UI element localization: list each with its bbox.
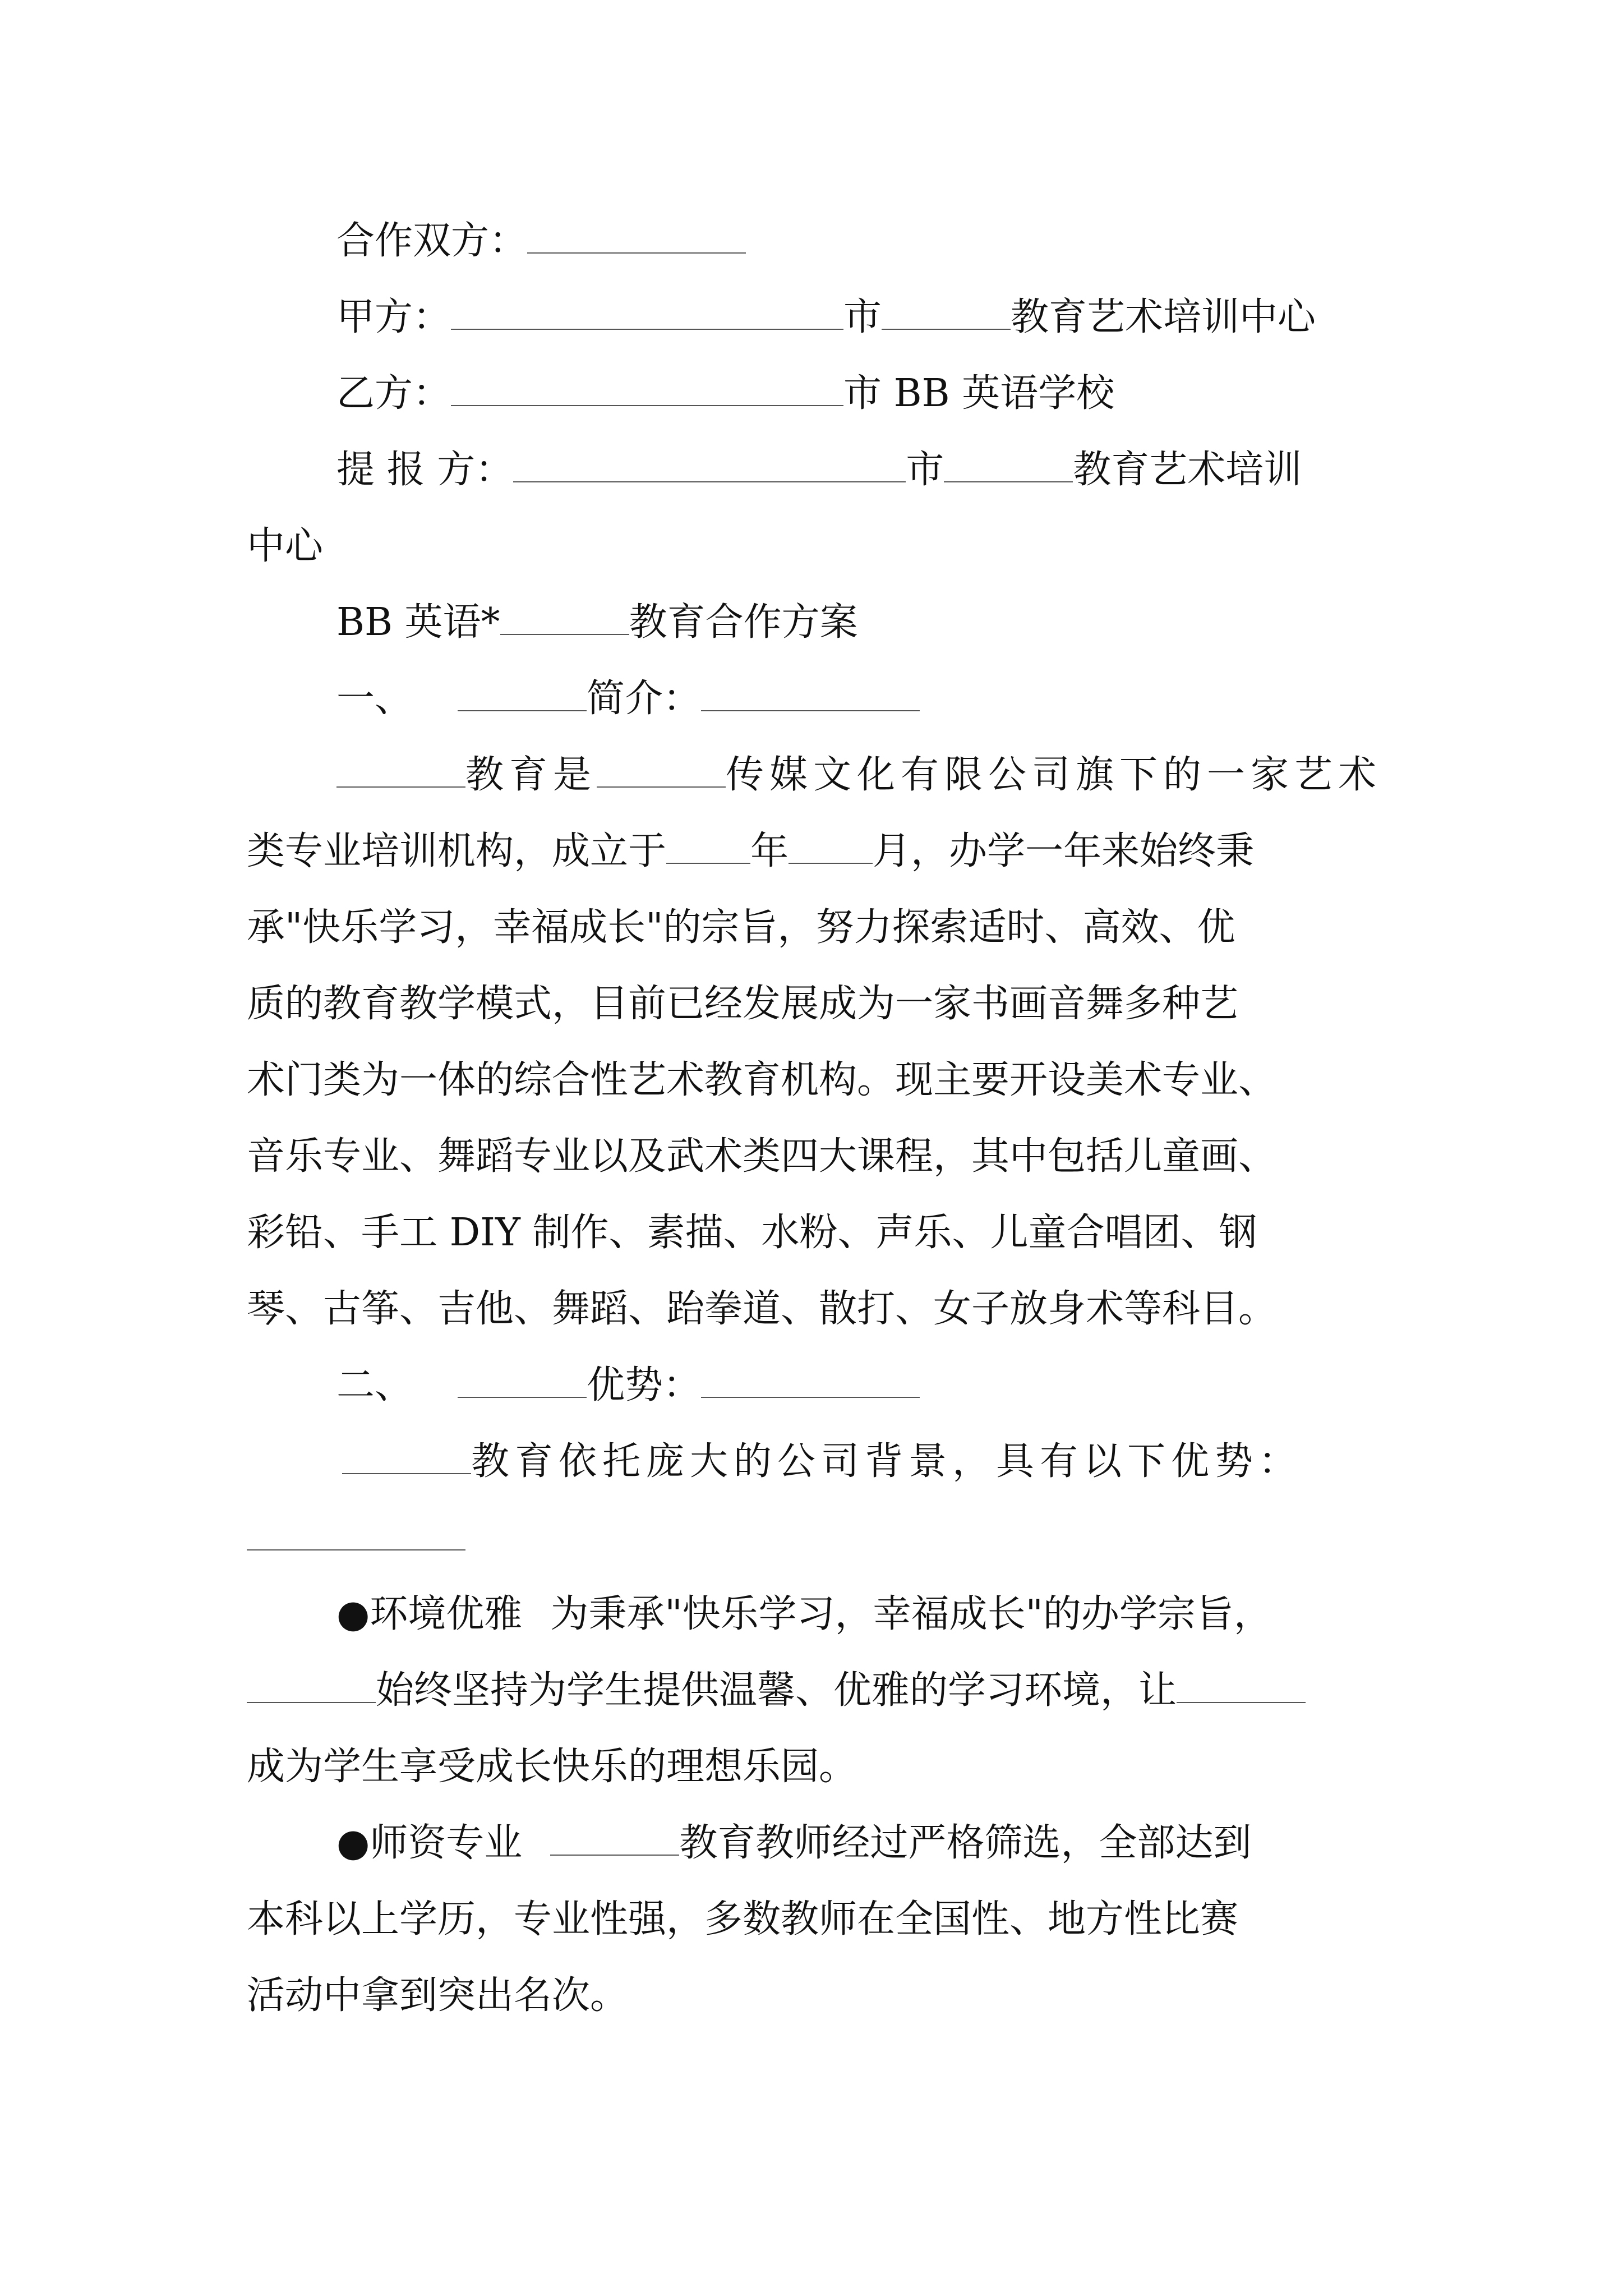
org-name-blank <box>336 753 465 788</box>
p1-b: 传媒文化有限公司旗下的一家艺术 <box>726 753 1382 797</box>
parties-line <box>336 213 1391 269</box>
reporter-blank <box>513 448 906 482</box>
section1-para-line-8: 琴、古筝、吉他、舞蹈、跆拳道、散打、女子放身术等科目。 <box>247 1287 1277 1331</box>
section2-intro-text: 教育依托庞大的公司背景，具有以下优势： <box>471 1439 1303 1484</box>
party-a-line <box>336 289 1391 346</box>
intro-org-blank <box>342 1439 471 1474</box>
section2-title: 优势： <box>587 1363 702 1407</box>
parties-label: 合作双方： <box>336 219 528 263</box>
reporter-city: 市 <box>906 448 944 492</box>
section2-intro-line-2 <box>247 1510 1391 1566</box>
reporter-line <box>336 442 1391 498</box>
section1-para-line-4: 质的教育教学模式，目前已经发展成为一家书画音舞多种艺 <box>247 982 1239 1026</box>
reporter-org-2: 中心 <box>247 524 324 568</box>
bullet-teachers-line-3: 活动中拿到突出名次。 <box>247 1973 629 2018</box>
title-blank <box>500 600 629 635</box>
party-a-org: 教育艺术培训中心 <box>1011 295 1316 339</box>
section2-num: 二、 <box>336 1363 413 1407</box>
party-b-blank <box>451 371 843 406</box>
section2-heading <box>336 1358 1391 1414</box>
title-suffix: 教育合作方案 <box>629 600 858 645</box>
document-title <box>336 595 1391 651</box>
section1-title: 简介： <box>587 677 702 721</box>
reporter-line-2 <box>247 518 1391 574</box>
party-a-blank <box>451 295 843 330</box>
reporter-city-blank <box>944 448 1073 482</box>
p1-line2-a: 类专业培训机构，成立于 <box>247 829 667 873</box>
section1-num: 一、 <box>336 677 413 721</box>
section1-para-line-1 <box>336 747 1391 803</box>
title-prefix: BB 英语* <box>336 600 500 645</box>
section1-para-line-5: 术门类为一体的综合性艺术教育机构。现主要开设美术专业、 <box>247 1058 1277 1102</box>
bullet1-blank-b <box>1177 1668 1306 1703</box>
section2-blank-b <box>701 1363 920 1398</box>
section1-heading <box>336 671 1391 727</box>
bullet1-line1: 为秉承"快乐学习，幸福成长"的办学宗旨， <box>550 1592 1272 1636</box>
section1-para-line-3: 承"快乐学习，幸福成长"的宗旨，努力探索适时、高效、优 <box>247 905 1235 950</box>
year-blank <box>666 829 750 864</box>
company-name-blank <box>597 753 726 788</box>
bullet2-blank <box>550 1821 679 1856</box>
bullet-environment-line-3: 成为学生享受成长快乐的理想乐园。 <box>247 1745 857 1789</box>
month-blank <box>789 829 873 864</box>
party-a-label: 甲方： <box>336 295 451 339</box>
party-b-org: 市 BB 英语学校 <box>843 371 1115 416</box>
section1-blank-a <box>458 677 587 711</box>
p1-line2-b: 年 <box>750 829 789 873</box>
party-a-city: 市 <box>843 295 882 339</box>
section1-para-line-2 <box>247 823 1391 880</box>
bullet1-title: ●环境优雅 <box>336 1592 523 1636</box>
bullet-environment <box>336 1586 1391 1642</box>
party-a-city-blank <box>882 295 1011 330</box>
party-b-label: 乙方： <box>336 371 451 416</box>
p1-line2-c: 月，办学一年来始终秉 <box>873 829 1255 873</box>
section1-para-line-7: 彩铅、手工 DIY 制作、素描、水粉、声乐、儿童合唱团、钢 <box>247 1211 1257 1255</box>
intro-trailing-blank <box>247 1516 465 1550</box>
bullet1-blank-a <box>247 1668 376 1703</box>
parties-blank <box>527 219 746 254</box>
section2-intro <box>342 1434 1396 1490</box>
bullet2-title: ●师资专业 <box>336 1821 523 1865</box>
section1-para-line-6: 音乐专业、舞蹈专业以及武术类四大课程，其中包括儿童画、 <box>247 1134 1277 1179</box>
bullet2-line1: 教育教师经过严格筛选，全部达到 <box>679 1821 1252 1865</box>
bullet-environment-line-2 <box>247 1663 1391 1719</box>
bullet-teachers-line-2: 本科以上学历，专业性强，多数教师在全国性、地方性比赛 <box>247 1897 1239 1941</box>
reporter-label: 提 报 方： <box>336 448 514 492</box>
p1-a: 教育是 <box>465 753 597 797</box>
party-b-line <box>336 366 1391 422</box>
section1-blank-b <box>701 677 920 711</box>
bullet1-line2: 始终坚持为学生提供温馨、优雅的学习环境，让 <box>376 1668 1177 1713</box>
section2-blank-a <box>458 1363 587 1398</box>
bullet-teachers <box>336 1815 1391 1871</box>
reporter-org-1: 教育艺术培训 <box>1073 448 1302 492</box>
